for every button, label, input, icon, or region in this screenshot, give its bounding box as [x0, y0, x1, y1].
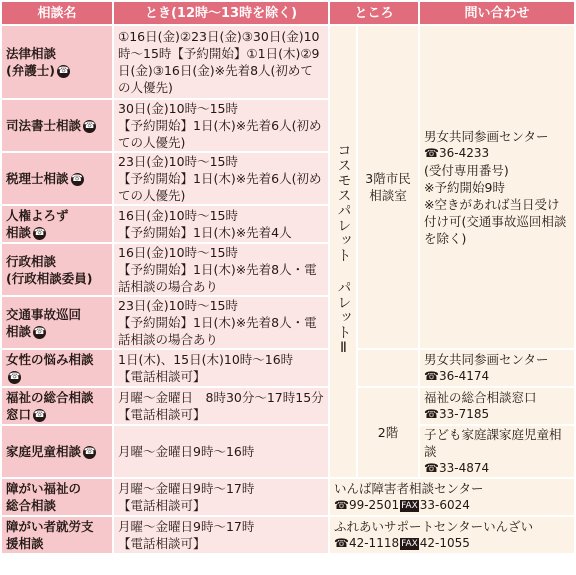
- phone-icon: ☎: [424, 461, 439, 475]
- row-when: 16日(金)10時〜15時 【予約開始】1日(木)※先着4人: [114, 206, 328, 242]
- contact-2: 男女共同参画センター ☎36-4174: [420, 350, 574, 386]
- row-when: 23日(金)10時〜15時 【予約開始】1日(木)※先着6人(初めての人優先): [114, 153, 328, 204]
- header-when: とき(12時〜13時を除く): [114, 2, 328, 24]
- phone-icon: ☎: [424, 369, 439, 383]
- header-contact: 問い合わせ: [420, 2, 574, 24]
- phone-icon: ☎: [8, 372, 21, 382]
- header-name: 相談名: [2, 2, 112, 24]
- row-when: ①16日(金)②23日(金)③30日(金)10時〜15時【予約開始】①1日(木)②9日(金)③16日(金)※先着8人(初めての人優先): [114, 26, 328, 98]
- row-name: 家庭児童相談 ☎: [2, 426, 112, 477]
- row-name: 福祉の総合相談 窓口 ☎: [2, 388, 112, 424]
- row-when: 16日(金)10時〜15時 【予約開始】1日(木)※先着8人・電話相談の場合あり: [114, 244, 328, 295]
- table-row: [2, 26, 574, 98]
- row-name: 障がい者就労支 援相談: [2, 517, 112, 553]
- building-cell: [330, 26, 356, 477]
- table-row: [2, 517, 574, 553]
- header-row: [2, 2, 574, 24]
- phone-icon: ☎: [33, 326, 46, 337]
- table-row: [2, 426, 574, 477]
- table-row: [2, 479, 574, 515]
- phone-icon: ☎: [334, 498, 349, 512]
- row-when: 月曜〜金曜日9時〜17時 【電話相談可】: [114, 517, 328, 553]
- row-name: 人権よろず 相談 ☎: [2, 206, 112, 242]
- table-row: [2, 388, 574, 424]
- phone-icon: ☎: [83, 447, 96, 457]
- phone-icon: ☎: [424, 407, 439, 421]
- phone-icon: ☎: [334, 536, 349, 550]
- row-name: 法律相談 (弁護士) ☎: [2, 26, 112, 98]
- phone-icon: ☎: [424, 145, 439, 160]
- table-row: [2, 350, 574, 386]
- contact-3: 福祉の総合相談窓口 ☎33-7185: [420, 388, 574, 424]
- row-when: 30日(金)10時〜15時 【予約開始】1日(木)※先着6人(初めての人優先): [114, 100, 328, 151]
- row-when: 月曜〜金曜日9時〜16時: [114, 426, 328, 477]
- row-name: 交通事故巡回 相談 ☎: [2, 297, 112, 348]
- fax-icon: FAX: [401, 500, 418, 511]
- row-name: 行政相談 (行政相談委員): [2, 244, 112, 295]
- row-when: 月曜〜金曜日 8時30分〜17時15分【電話相談可】: [114, 388, 328, 424]
- building-name: コスモスパレット パレットⅡ: [335, 142, 352, 357]
- contact-5: いんば障害者相談センター ☎99-2501 FAX 33-6024: [330, 479, 574, 515]
- phone-icon: ☎: [83, 121, 96, 131]
- row-name: 障がい福祉の 総合相談: [2, 479, 112, 515]
- row-name: 女性の悩み相談☎: [2, 350, 112, 386]
- phone-icon: ☎: [71, 174, 83, 184]
- row-when: 1日(木)、15日(木)10時〜16時 【電話相談可】: [114, 350, 328, 386]
- row-name: 司法書士相談 ☎: [2, 100, 112, 151]
- header-where: ところ: [330, 2, 418, 24]
- phone-icon: ☎: [33, 228, 46, 238]
- room-blank: [358, 350, 418, 386]
- contact-6: ふれあいサポートセンターいんざい ☎42-1118 FAX 42-1055: [330, 517, 574, 553]
- room-a-cell: 3階市民 相談室: [358, 26, 418, 348]
- row-name: 税理士相談 ☎: [2, 153, 112, 204]
- row-when: 月曜〜金曜日9時〜17時 【電話相談可】: [114, 479, 328, 515]
- phone-icon: ☎: [57, 66, 70, 76]
- contact-4: 子ども家庭課家庭児童相談 ☎33-4874: [420, 426, 574, 477]
- room-b-cell: 2階: [358, 388, 418, 477]
- row-when: 23日(金)10時〜15時 【予約開始】1日(木)※先着8人・電話相談の場合あり: [114, 297, 328, 348]
- phone-icon: ☎: [33, 410, 46, 420]
- fax-icon: FAX: [401, 538, 418, 549]
- contact-1: 男女共同参画センター ☎36-4233 (受付専用番号) ※予約開始9時 ※空きがあれば当日受け付け可(交通事故巡回相談を除く): [420, 26, 574, 348]
